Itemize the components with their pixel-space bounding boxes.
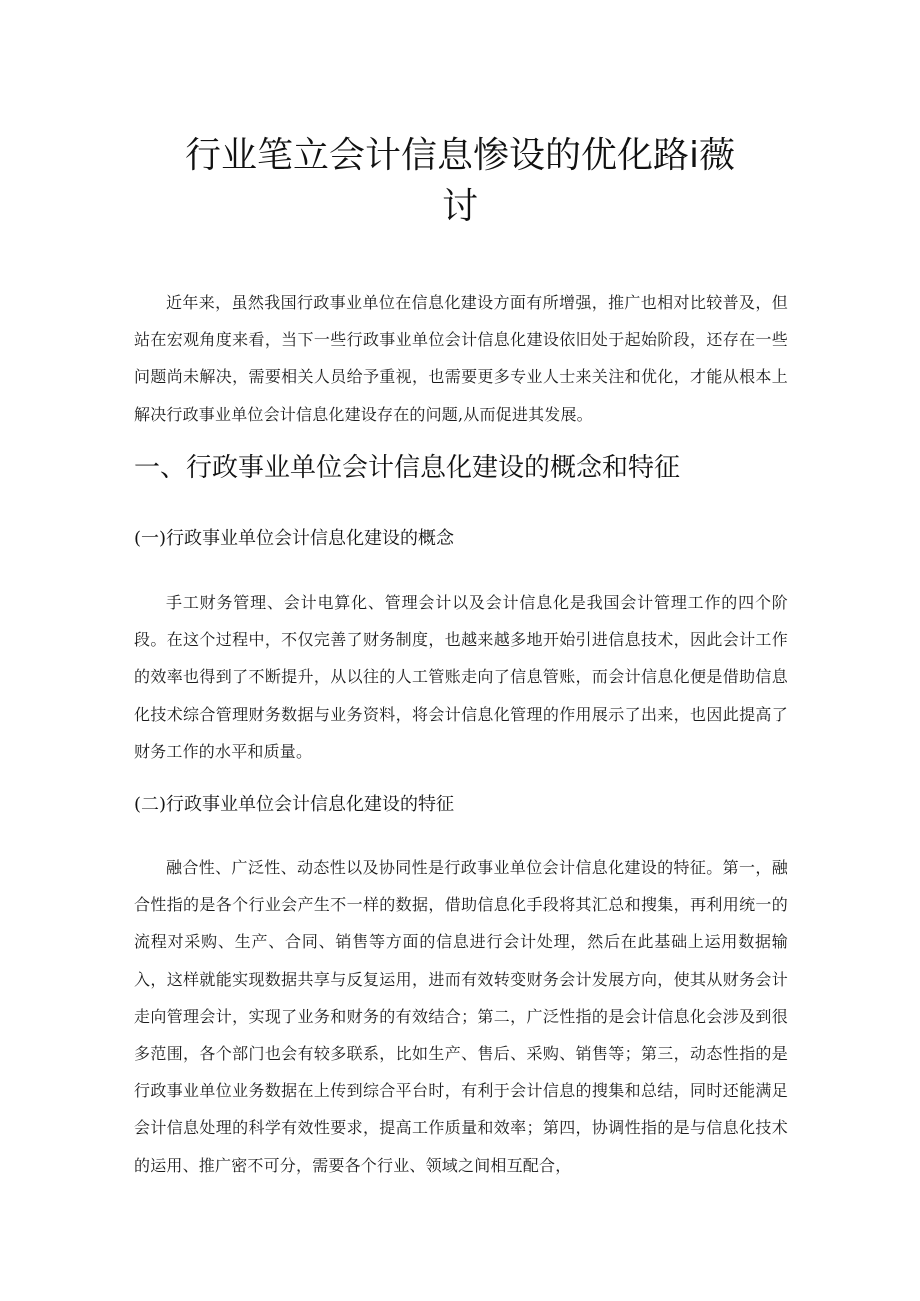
document-title-line1: 行业笔立会计信息惨设的优化路i薇 [184, 135, 735, 176]
concept-paragraph: 手工财务管理、会计电算化、管理会计以及会计信息化是我国会计管理工作的四个阶段。在这个过程中，不仅完善了财务制度，也越来越多地开始引进信息技术，因此会计工作的效率也得到了不断提升，从以往的人工管账走向了信息管账，而会计信息化便是借助信息化技术综合管理财务数据与业务资料，将会计信息化管理的作用展示了出来，也因此提高了财务工作的水平和质量。 [134, 593, 788, 761]
features-paragraph: 融合性、广泛性、动态性以及协同性是行政事业单位会计信息化建设的特征。第一，融合性指的是各个行业会产生不一样的数据，借助信息化手段将其汇总和搜集，再利用统一的流程对采购、生产、合同、销售等方面的信息进行会计处理，然后在此基础上运用数据输入，这样就能实现数据共享与反复运用，进而有效转变财务会计发展方向，使其从财务会计走向管理会计，实现了业务和财务的有效结合；第二，广泛性指的是会计信息化会涉及到很多范围，各个部门也会有较多联系，比如生产、售后、采购、销售等；第三，动态性指的是行政事业单位业务数据在上传到综合平台时，有利于会计信息的搜集和总结，同时还能满足会计信息处理的科学有效性要求，提高工作质量和效率；第四，协调性指的是与信息化技术的运用、推广密不可分，需要各个行业、领域之间相互配合， [134, 858, 788, 1175]
subsection-heading-features: (二)行政事业单位会计信息化建设的特征 [134, 794, 455, 815]
section-heading-1: 一、行政事业单位会计信息化建设的概念和特征 [134, 453, 681, 483]
document-title-line2: 讨 [441, 186, 478, 227]
intro-paragraph: 近年来，虽然我国行政事业单位在信息化建设方面有所增强，推广也相对比较普及，但站在宏观角度来看，当下一些行政事业单位会计信息化建设依旧处于起始阶段，还存在一些问题尚未解决，需要相关人员给予重视，也需要更多专业人士来关注和优化，才能从根本上解决行政事业单位会计信息化建设存在的问题,从而促进其发展。 [134, 293, 788, 424]
subsection-heading-concept: (一)行政事业单位会计信息化建设的概念 [134, 528, 455, 549]
